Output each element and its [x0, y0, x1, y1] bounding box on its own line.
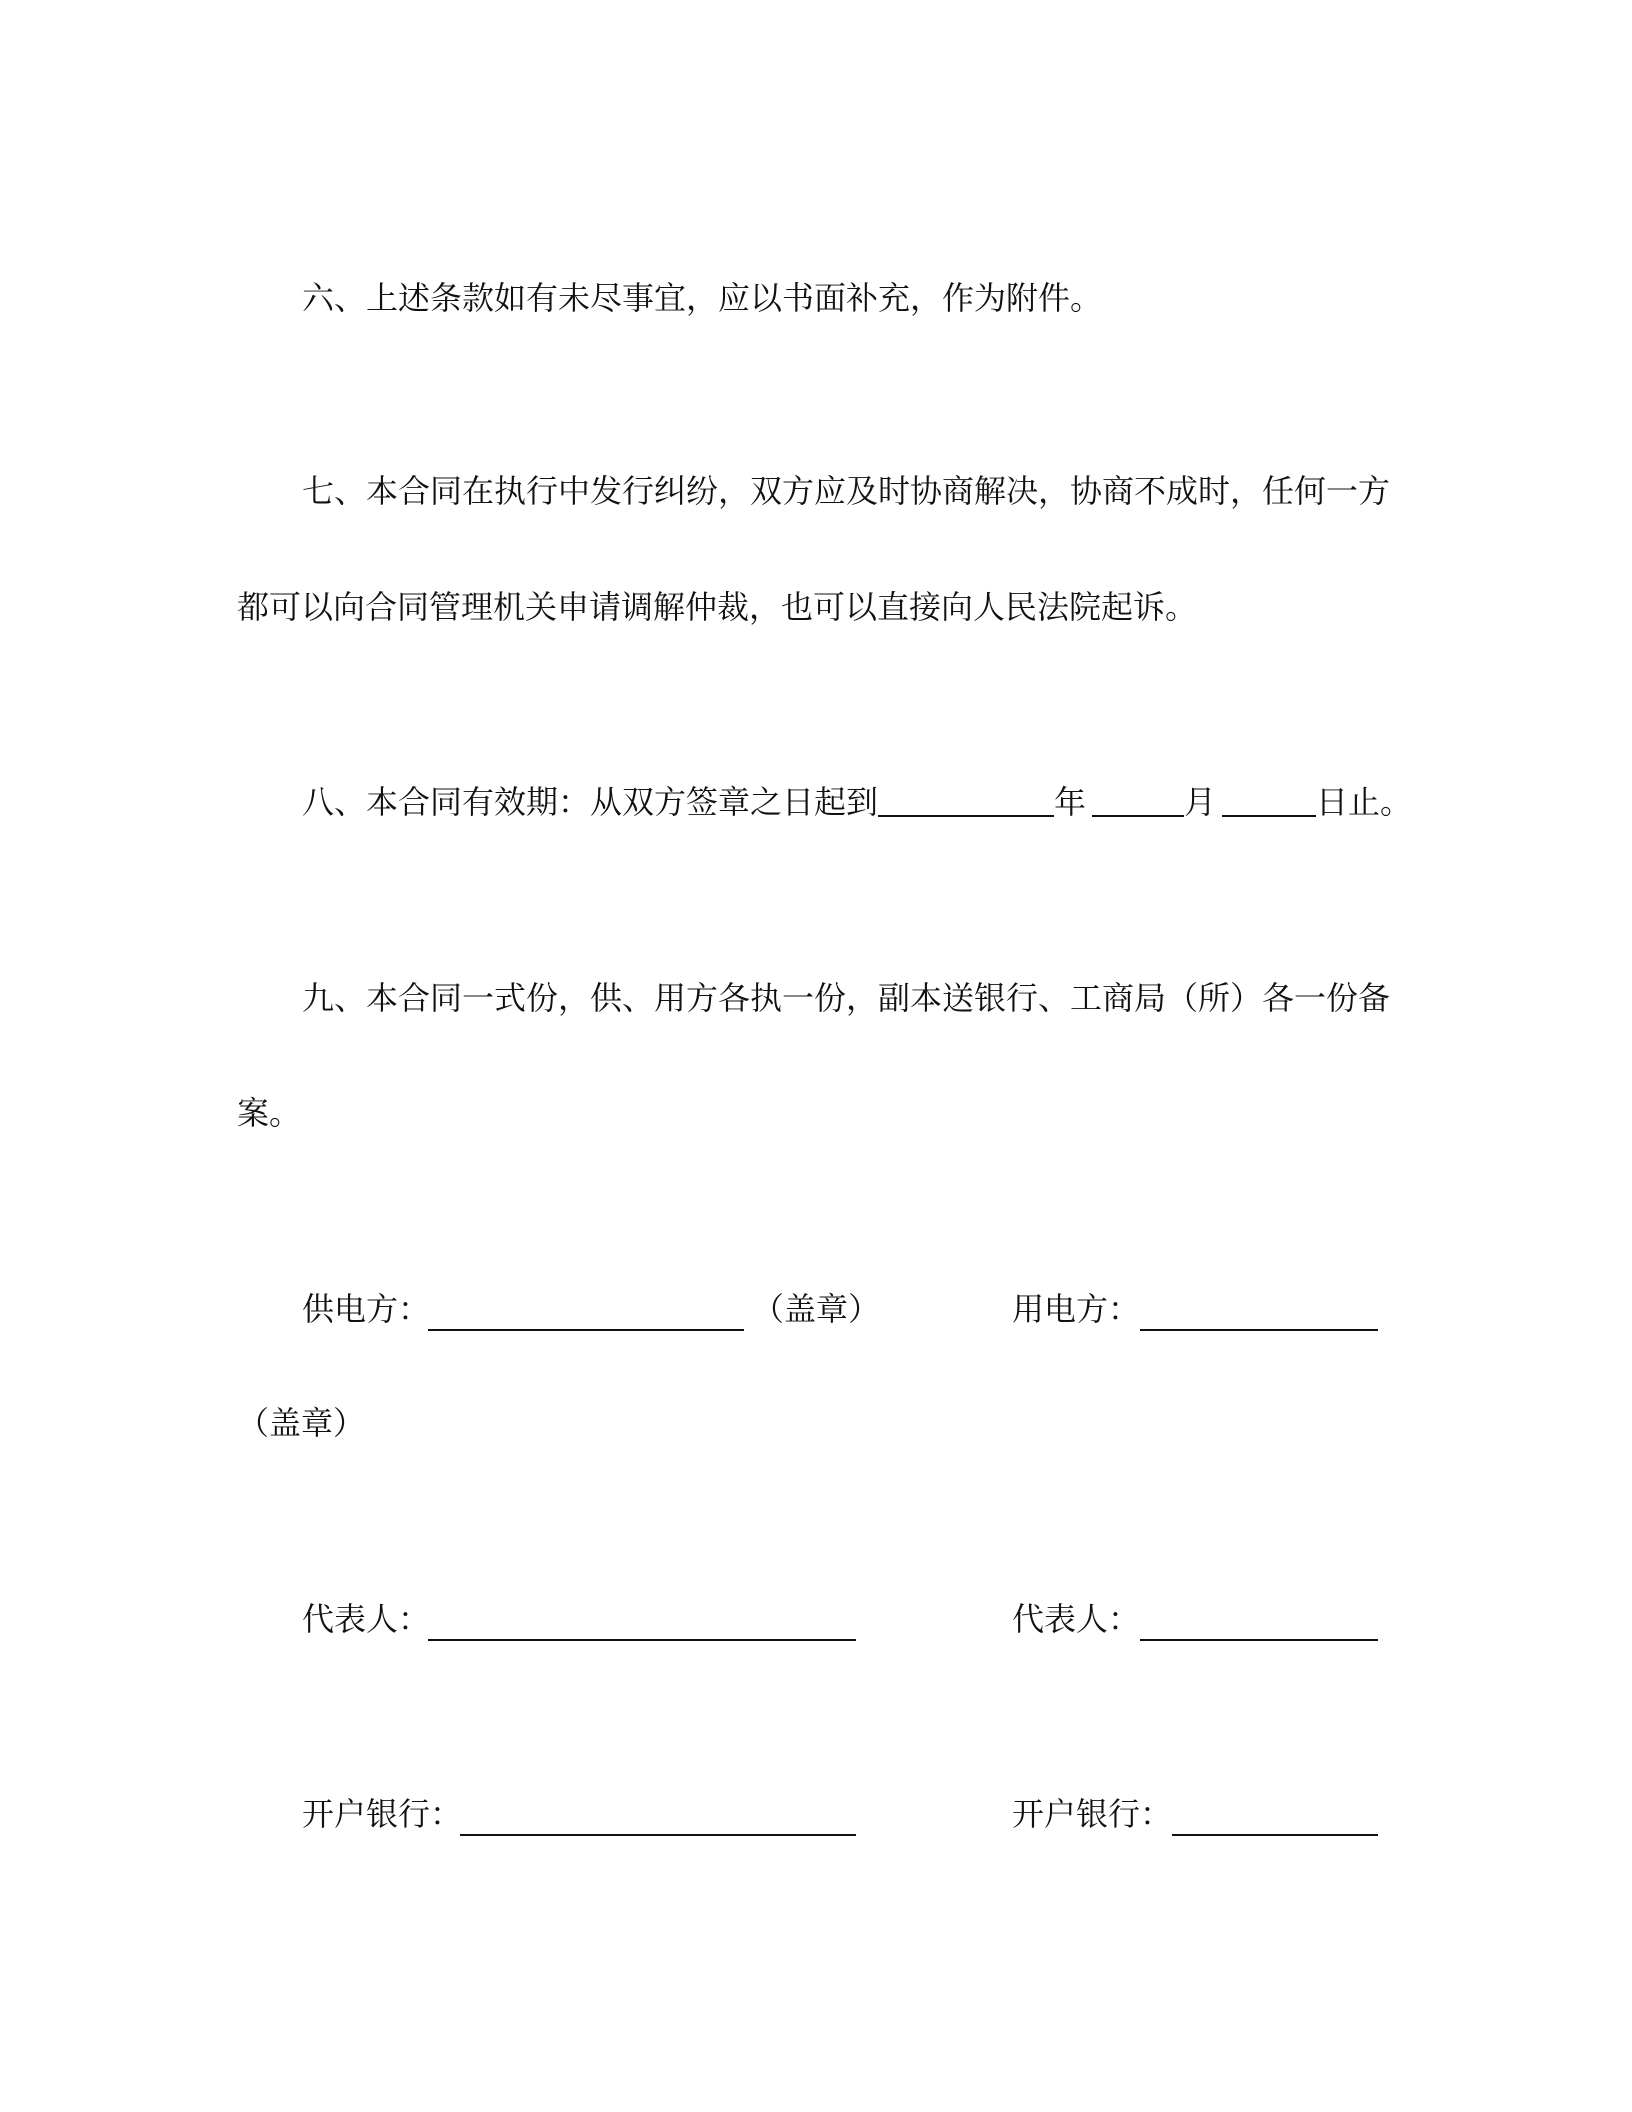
clause-6: 六、上述条款如有未尽事宜，应以书面补充，作为附件。 — [302, 279, 1103, 317]
expiry-year-label: 年 — [1054, 783, 1087, 821]
expiry-day-blank[interactable] — [1222, 785, 1316, 817]
consumer-label: 用电方： — [1012, 1290, 1141, 1328]
clause-9-line-1: 九、本合同一式份，供、用方各执一份，副本送银行、工商局（所）各一份备 — [302, 979, 1391, 1017]
supplier-representative-label: 代表人： — [302, 1600, 431, 1638]
consumer-name-field[interactable] — [1140, 1329, 1378, 1331]
expiry-month-label: 月 — [1184, 783, 1217, 821]
consumer-seal-note: （盖章） — [237, 1404, 366, 1442]
supplier-seal-note: （盖章） — [752, 1290, 881, 1328]
supplier-bank-field[interactable] — [460, 1834, 856, 1836]
clause-7-line-2: 都可以向合同管理机关申请调解仲裁，也可以直接向人民法院起诉。 — [237, 588, 1198, 626]
supplier-label: 供电方： — [302, 1290, 431, 1328]
supplier-bank-label: 开户银行： — [302, 1795, 463, 1833]
clause-9-line-2: 案。 — [237, 1094, 302, 1132]
expiry-day-label: 日止。 — [1316, 783, 1413, 821]
clause-8-prefix: 八、本合同有效期：从双方签章之日起到 — [302, 783, 879, 821]
consumer-bank-field[interactable] — [1172, 1834, 1378, 1836]
consumer-representative-label: 代表人： — [1012, 1600, 1141, 1638]
expiry-month-blank[interactable] — [1092, 785, 1184, 817]
supplier-name-field[interactable] — [428, 1329, 744, 1331]
consumer-bank-label: 开户银行： — [1012, 1795, 1173, 1833]
expiry-year-blank[interactable] — [878, 785, 1054, 817]
supplier-representative-field[interactable] — [428, 1639, 856, 1641]
clause-8 — [302, 780, 1412, 824]
consumer-representative-field[interactable] — [1140, 1639, 1378, 1641]
clause-7-line-1: 七、本合同在执行中发行纠纷，双方应及时协商解决，协商不成时，任何一方 — [302, 472, 1391, 510]
